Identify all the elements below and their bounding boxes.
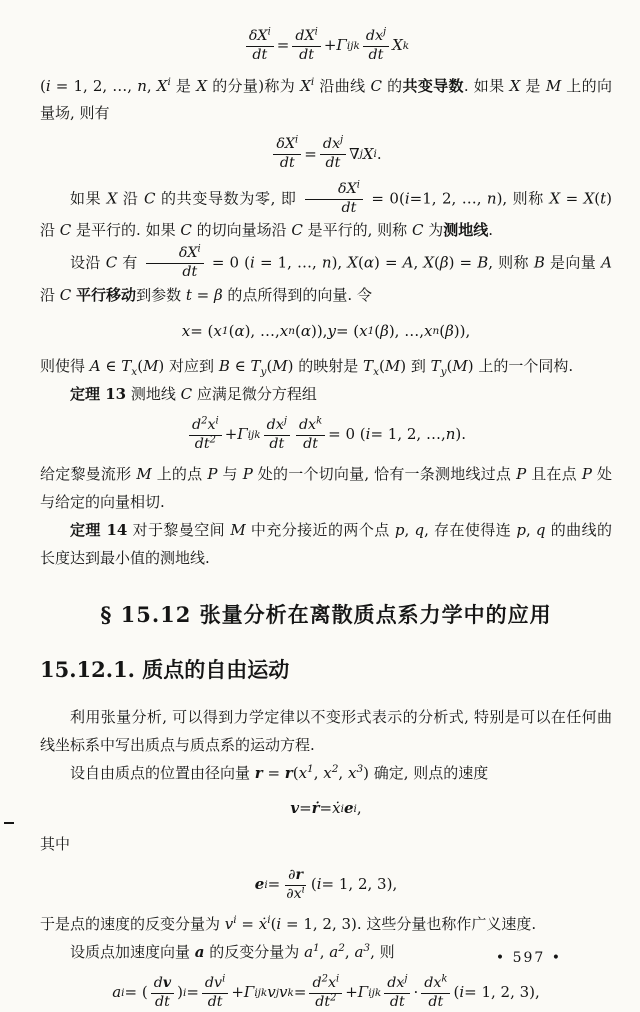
theorem-14: 定理 14 对于黎曼空间 M 中充分接近的两个点 p, q, 存在使得连 p, q 的曲线的长度达到最小值的测地线. — [40, 520, 612, 567]
covariant-derivative-formula: $\frac{\delta X^i}{dt}$ = $\frac{dX^i}{dt}$ + Γ i jk $\frac{dx^j}{dt}$ X k — [40, 28, 612, 65]
paragraph-geodesic-existence: 给定黎曼流形 M 上的点 P 与 P 处的一个切向量, 恰有一条测地线过点 P 且在点 P 处与给定的向量相切. — [40, 465, 612, 512]
basis-vector-formula: e i = $\frac{\partial r}{\partial x^i}$ ( i = 1, 2, 3), — [254, 866, 398, 902]
section-heading: § 15.12 张量分析在离散质点系力学中的应用 — [100, 602, 552, 628]
paragraph-generalized-velocity: 于是点的速度的反变分量为 $v^i$ = ẋ$^i$(i = 1, 2, 3). 这些分量也称作广义速度. — [40, 914, 537, 934]
paragraph-parallel-transport: 设沿 C 有 $\frac{\delta X^i}{dt}$ = 0 (i = 1, …, n), X(α) = A, X(β) = B, 则称 B 是向量 A 沿 C 平行移动到参数 t = β 的点所得到的向量. 令 — [40, 243, 612, 304]
scan-artifact-dash — [4, 822, 14, 824]
subsection-heading: 15.12.1. 质点的自由运动 — [40, 657, 290, 683]
paragraph-covariant-derivative: (i = 1, 2, …, n, $X^i$ 是 X 的分量)称为 $X^i$ 沿曲线 C 的共变导数. 如果 X 是 M 上的向量场, 则有 — [40, 75, 612, 123]
theorem-13: 定理 13 测地线 C 应满足微分方程组 — [70, 385, 317, 403]
paragraph-parallel-definition: 如果 X 沿 C 的共变导数为零, 即 $\frac{\delta X^i}{dt}$ = 0(i=1, 2, …, n), 则称 X = X(t) 沿 C 是平行的. 如果 C 的切向量场沿 C 是平行的, 则称 C 为测地线. — [40, 179, 613, 240]
paragraph-isomorphism: 则使得 A ∈ $T_x(M)$ 对应到 B ∈ $T_y(M)$ 的映射是 $T_x(M)$ 到 $T_y(M)$ 上的一个同构. — [40, 357, 574, 379]
page-number: • 597 • — [495, 950, 562, 966]
paragraph-where: 其中 — [40, 835, 71, 854]
velocity-formula: v = ṙ = ẋ i e i , — [290, 799, 362, 818]
paragraph-tensor-application: 利用张量分析, 可以得到力学定律以不变形式表示的分析式, 特别是可以在任何曲线坐标系中写出质点与质点系的运动方程. — [40, 708, 612, 754]
paragraph-acceleration-components: 设质点加速度向量 a 的反变分量为 $a^1$, $a^2$, $a^3$, 则 — [70, 942, 395, 962]
coordinates-xy-formula: x = ( x 1 ( α ), …, x n ( α )), y = ( x 1 ( β ), …, x n ( β )), — [181, 321, 471, 340]
acceleration-formula: a i = ( $\frac{dv}{dt}$ ) i = $\frac{dv^i}{dt}$ + Γ i jk v j v k = $\frac{d^2x^i}{dt^2}$ + Γ i jk $\frac{dx^j}{dt}$ · $\frac{dx^k}{dt}$ ( i = 1, 2, 3), — [112, 973, 540, 1010]
vector-field-formula: $\frac{\delta X^i}{dt}$ = $\frac{dx^j}{dt}$ ∇ j X i . — [40, 136, 612, 173]
paragraph-position-vector: 设自由质点的位置由径向量 $r = r(x^1$, $x^2$, $x^3$) 确定, 则点的速度 — [70, 762, 489, 782]
geodesic-equation-formula: $\frac{d^2x^i}{dt^2}$ + Γ i jk $\frac{dx^j}{dt}$ $\frac{dx^k}{dt}$ = 0 ( i = 1, 2, …, n ). — [40, 417, 612, 454]
